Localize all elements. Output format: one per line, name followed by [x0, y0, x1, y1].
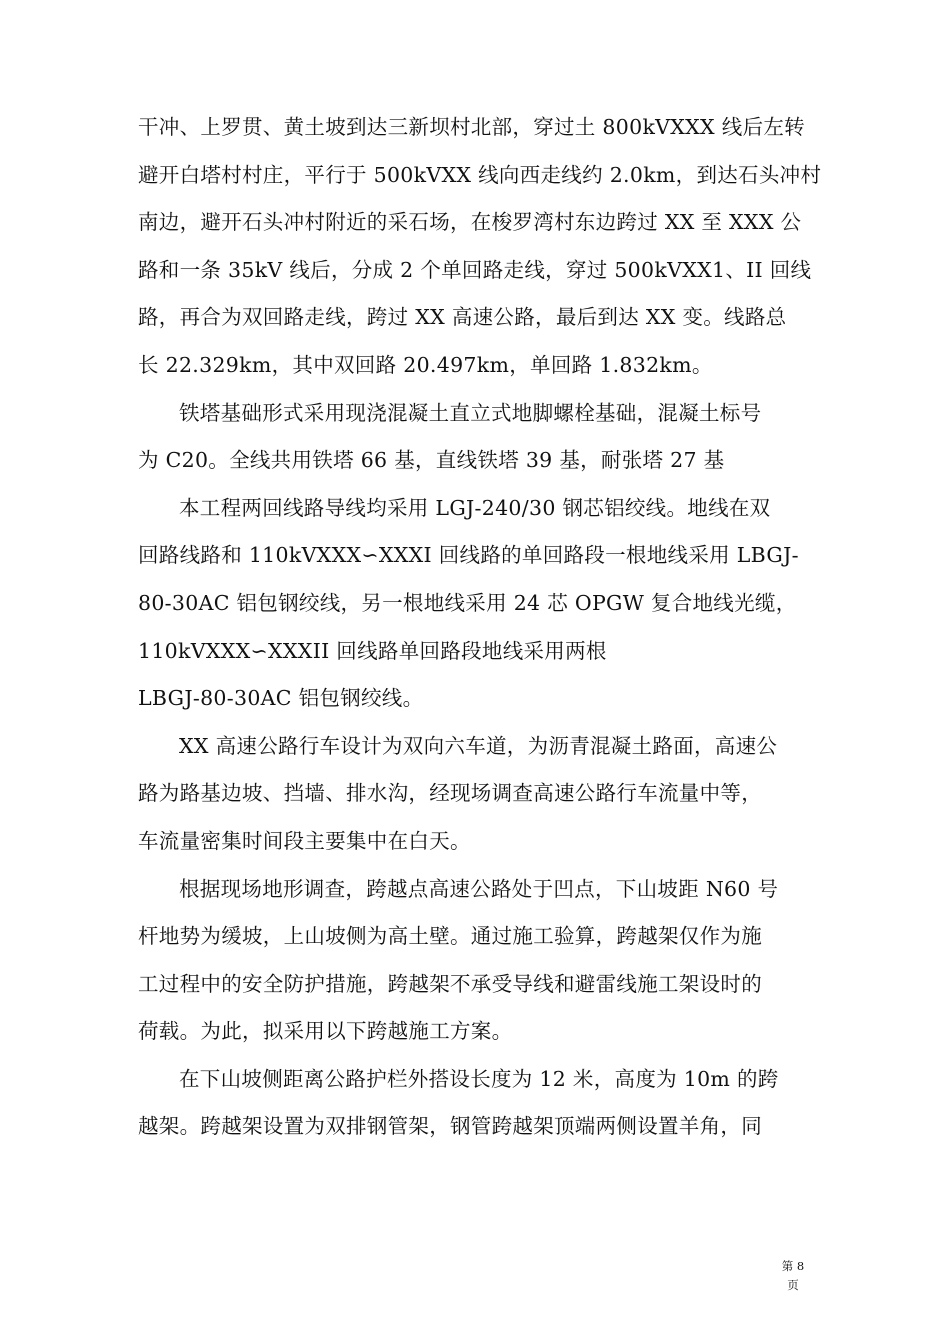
text-line: 越架。跨越架设置为双排钢管架，钢管跨越架顶端两侧设置羊角，同: [138, 1114, 762, 1139]
text-line: 铁塔基础形式采用现浇混凝土直立式地脚螺栓基础，混凝土标号: [179, 400, 762, 425]
text-line: 110kVXXX∽XXXII 回线路单回路段地线采用两根: [138, 638, 607, 663]
text-line: 长 22.329km，其中双回路 20.497km，单回路 1.832km。: [138, 352, 713, 377]
page-number-line: 页: [787, 1278, 799, 1292]
text-line: 杆地势为缓坡，上山坡侧为高土壁。通过施工验算，跨越架仅作为施: [138, 924, 762, 949]
text-line: 路，再合为双回路走线，跨过 XX 高速公路，最后到达 XX 变。线路总: [138, 305, 787, 330]
text-line: 避开白塔村村庄，平行于 500kVXX 线向西走线约 2.0km，到达石头冲村: [138, 162, 822, 187]
text-line: 工过程中的安全防护措施，跨越架不承受导线和避雷线施工架设时的: [138, 971, 762, 996]
page-number: [778, 1257, 808, 1295]
body-text: [138, 104, 822, 1151]
text-line: 路和一条 35kV 线后，分成 2 个单回路走线，穿过 500kVXX1、II 回线: [138, 257, 812, 282]
text-line: 在下山坡侧距离公路护栏外搭设长度为 12 米，高度为 10m 的跨: [179, 1066, 779, 1091]
text-line: 回路线路和 110kVXXX∽XXXI 回线路的单回路段一根地线采用 LBGJ-: [138, 543, 799, 568]
text-line: 干冲、上罗贯、黄土坡到达三新坝村北部，穿过土 800kVXXX 线后左转: [138, 115, 805, 139]
text-line: 荷载。为此，拟采用以下跨越施工方案。: [138, 1019, 513, 1044]
text-line: 80-30AC 铝包钢绞线，另一根地线采用 24 芯 OPGW 复合地线光缆，: [138, 590, 797, 615]
text-line: 根据现场地形调查，跨越点高速公路处于凹点，下山坡距 N60 号: [179, 876, 779, 901]
text-line: LBGJ-80-30AC 铝包钢绞线。: [138, 686, 424, 711]
text-line: 为 C20。全线共用铁塔 66 基，直线铁塔 39 基，耐张塔 27 基: [138, 448, 725, 473]
page-number-line: 第 8: [781, 1259, 805, 1273]
text-line: 车流量密集时间段主要集中在白天。: [138, 828, 471, 853]
text-line: 路为路基边坡、挡墙、排水沟，经现场调查高速公路行车流量中等，: [138, 781, 762, 806]
text-line: XX 高速公路行车设计为双向六车道，为沥青混凝土路面，高速公: [179, 733, 778, 758]
text-line: 本工程两回线路导线均采用 LGJ-240/30 钢芯铝绞线。地线在双: [179, 495, 771, 520]
text-line: 南边，避开石头冲村附近的采石场，在梭罗湾村东边跨过 XX 至 XXX 公: [138, 210, 802, 235]
